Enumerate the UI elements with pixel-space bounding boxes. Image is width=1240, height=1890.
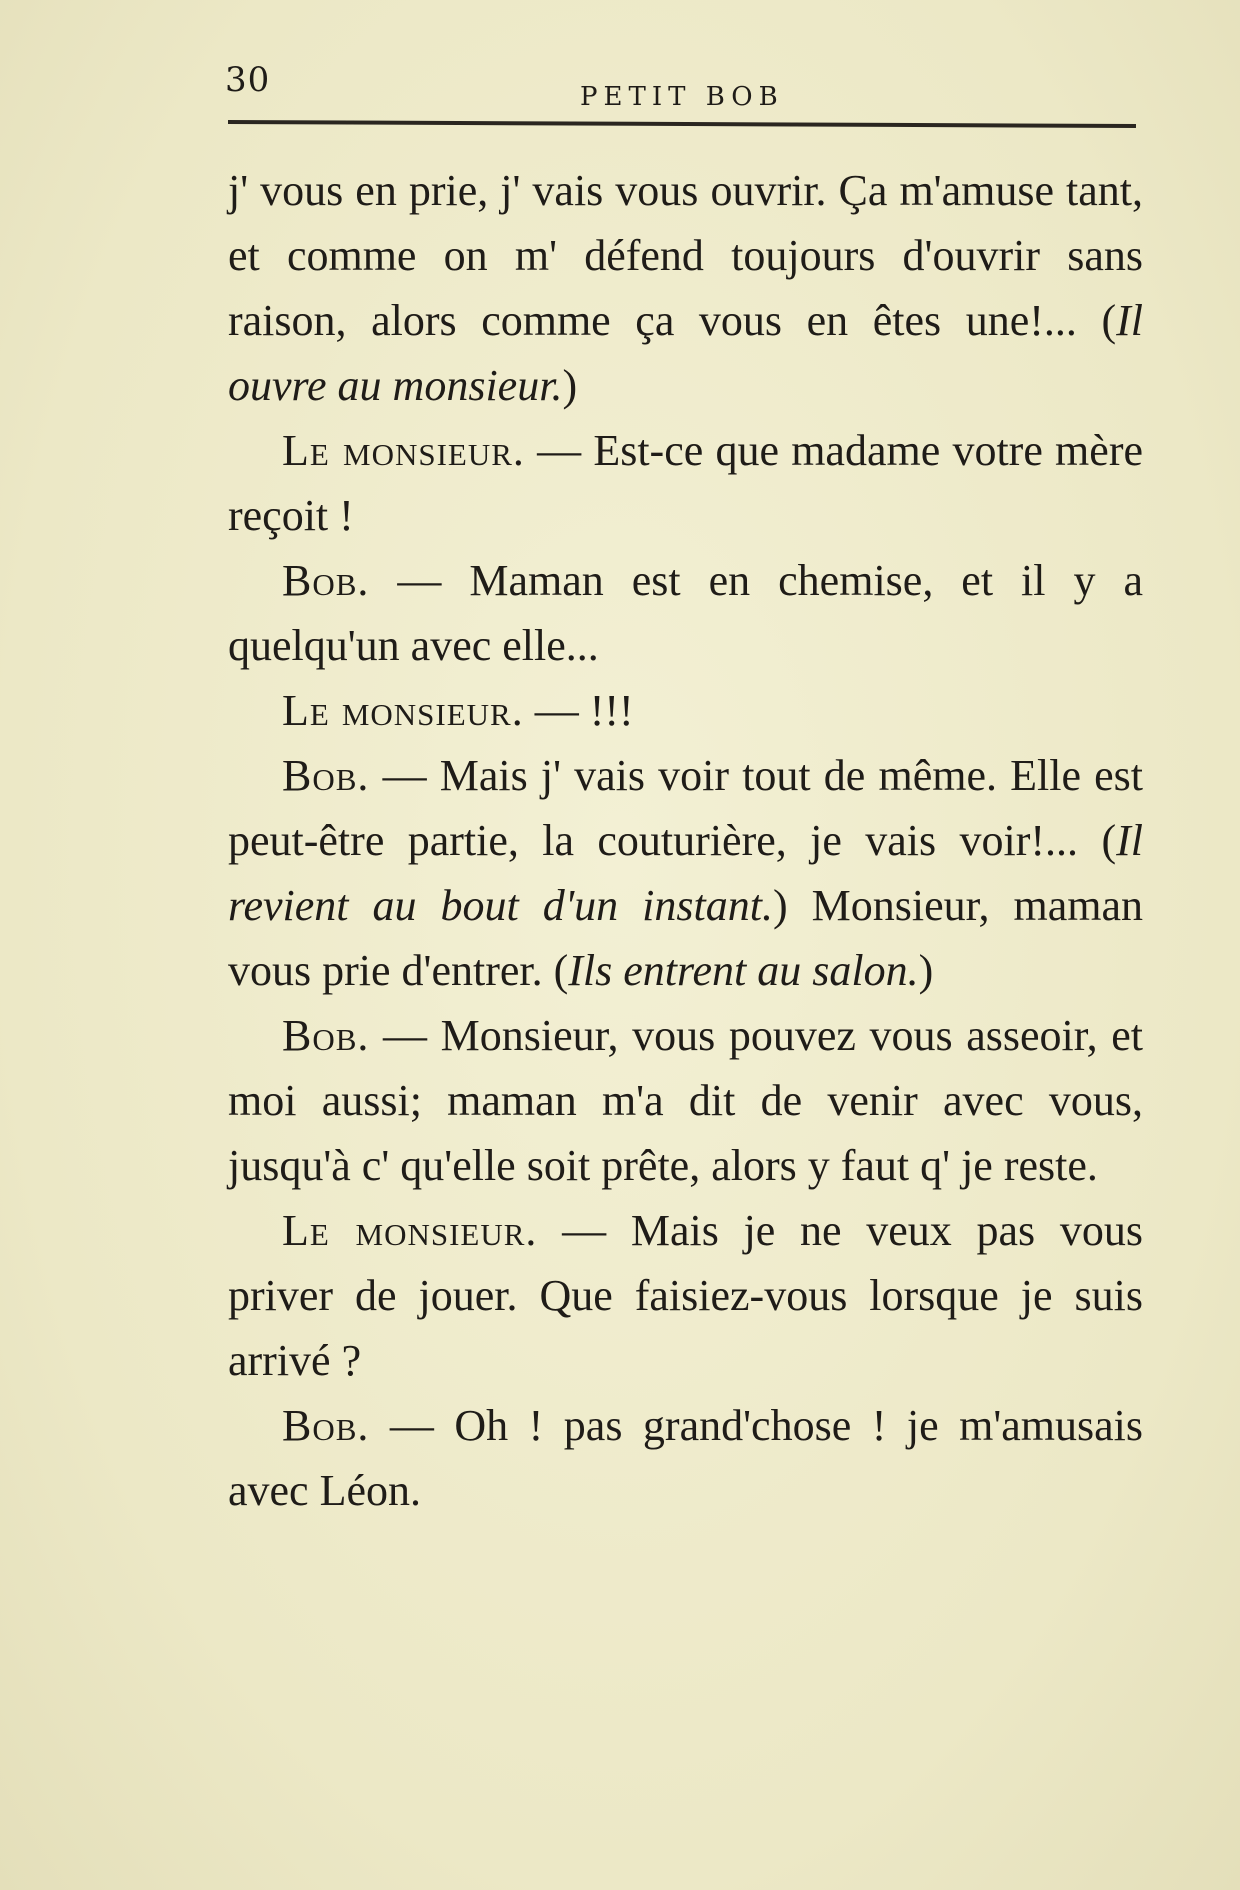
page-text <box>228 158 1143 1523</box>
paragraph-5 <box>228 743 1143 1003</box>
paragraph-4 <box>228 678 1143 743</box>
paragraph-2-text: — Est-ce que madame votre mère reçoit ! <box>228 426 1143 540</box>
paragraph-2 <box>228 418 1143 548</box>
paragraph-5-mid: ) Monsieur, maman vous prie d'entrer. ( <box>228 881 1143 995</box>
stage-direction: Il ouvre au monsieur. <box>228 296 1143 410</box>
speaker-name: Bob. <box>282 1401 370 1450</box>
paragraph-6 <box>228 1003 1143 1198</box>
paragraph-3-text: — Maman est en chemise, et il y a quelqu'un avec elle... <box>228 556 1143 670</box>
speaker-name: Bob. <box>282 556 370 605</box>
speaker-name: Le monsieur. <box>282 686 524 735</box>
header-rule <box>228 120 1136 128</box>
speaker-name: Le monsieur. <box>282 1206 538 1255</box>
running-head: PETIT BOB <box>580 82 784 112</box>
paragraph-1-text: j' vous en prie, j' vais vous ouvrir. Ça m'amuse tant, et comme on m' défend toujours d'ouvrir sans raison, alors comme ça vous en êtes une!... ( <box>228 166 1143 345</box>
speaker-name: Le monsieur. <box>282 426 525 475</box>
paragraph-4-text: — !!! <box>523 686 634 735</box>
paragraph-6-text: — Monsieur, vous pouvez vous asseoir, et moi aussi; maman m'a dit de venir avec vous, jusqu'à c' qu'elle soit prête, alors y faut q' je reste. <box>228 1011 1143 1190</box>
paragraph-7 <box>228 1198 1143 1393</box>
page-header <box>225 60 1135 120</box>
paragraph-5-text: — Mais j' vais voir tout de même. Elle est peut-être partie, la couturière, je vais voir!... ( <box>228 751 1143 865</box>
paragraph-3 <box>228 548 1143 678</box>
paragraph-8-text: — Oh ! pas grand'chose ! je m'amusais avec Léon. <box>228 1401 1143 1515</box>
paragraph-1-close: ) <box>562 361 578 410</box>
stage-direction: Ils entrent au salon. <box>568 946 919 995</box>
speaker-name: Bob. <box>282 1011 370 1060</box>
paragraph-1 <box>228 158 1143 418</box>
paragraph-5-close: ) <box>918 946 934 995</box>
paragraph-8 <box>228 1393 1143 1523</box>
stage-direction: Il revient au bout d'un instant. <box>228 816 1143 930</box>
paragraph-7-text: — Mais je ne veux pas vous priver de jouer. Que faisiez-vous lorsque je suis arrivé ? <box>228 1206 1144 1385</box>
speaker-name: Bob. <box>282 751 370 800</box>
page-number: 30 <box>225 60 271 100</box>
